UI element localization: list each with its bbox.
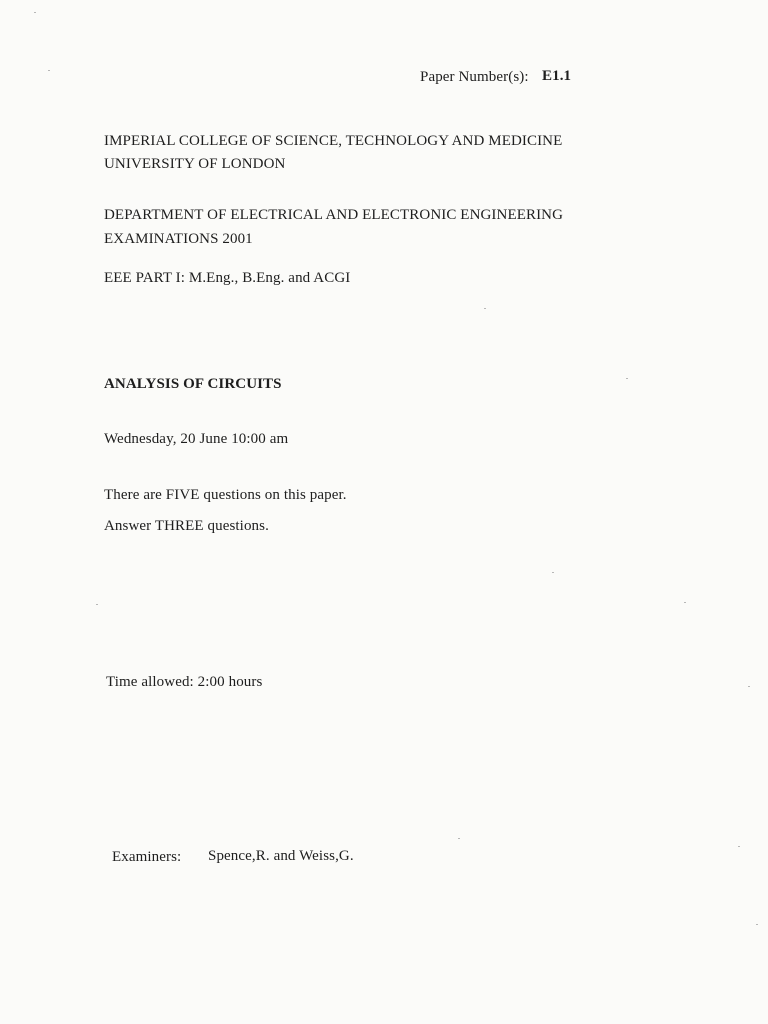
scan-speck xyxy=(484,308,486,309)
scan-speck xyxy=(738,846,740,847)
university-name: UNIVERSITY OF LONDON xyxy=(104,156,286,172)
time-allowed: Time allowed: 2:00 hours xyxy=(106,674,263,690)
paper-number-value: E1.1 xyxy=(542,68,572,84)
scan-speck xyxy=(48,70,50,71)
department-name: DEPARTMENT OF ELECTRICAL AND ELECTRONIC ENGINEERING xyxy=(104,207,564,223)
scan-speck xyxy=(552,572,554,573)
scan-speck xyxy=(34,12,36,13)
instruction-question-count: There are FIVE questions on this paper. xyxy=(104,487,347,503)
paper-number-label: Paper Number(s): xyxy=(420,69,529,85)
institution-name: IMPERIAL COLLEGE OF SCIENCE, TECHNOLOGY AND MEDICINE xyxy=(104,133,563,149)
examiners-label: Examiners: xyxy=(112,849,182,865)
scan-speck xyxy=(684,602,686,603)
scan-speck xyxy=(756,924,758,925)
instruction-answer-count: Answer THREE questions. xyxy=(104,518,269,534)
exam-title: ANALYSIS OF CIRCUITS xyxy=(104,376,282,392)
scan-speck xyxy=(96,604,98,605)
scan-speck xyxy=(626,378,628,379)
examiners-names: Spence,R. and Weiss,G. xyxy=(208,848,354,864)
scan-speck xyxy=(458,838,460,839)
examinations-year: EXAMINATIONS 2001 xyxy=(104,231,253,247)
course-title: EEE PART I: M.Eng., B.Eng. and ACGI xyxy=(104,270,351,286)
scan-speck xyxy=(748,686,750,687)
exam-date-time: Wednesday, 20 June 10:00 am xyxy=(104,431,289,447)
